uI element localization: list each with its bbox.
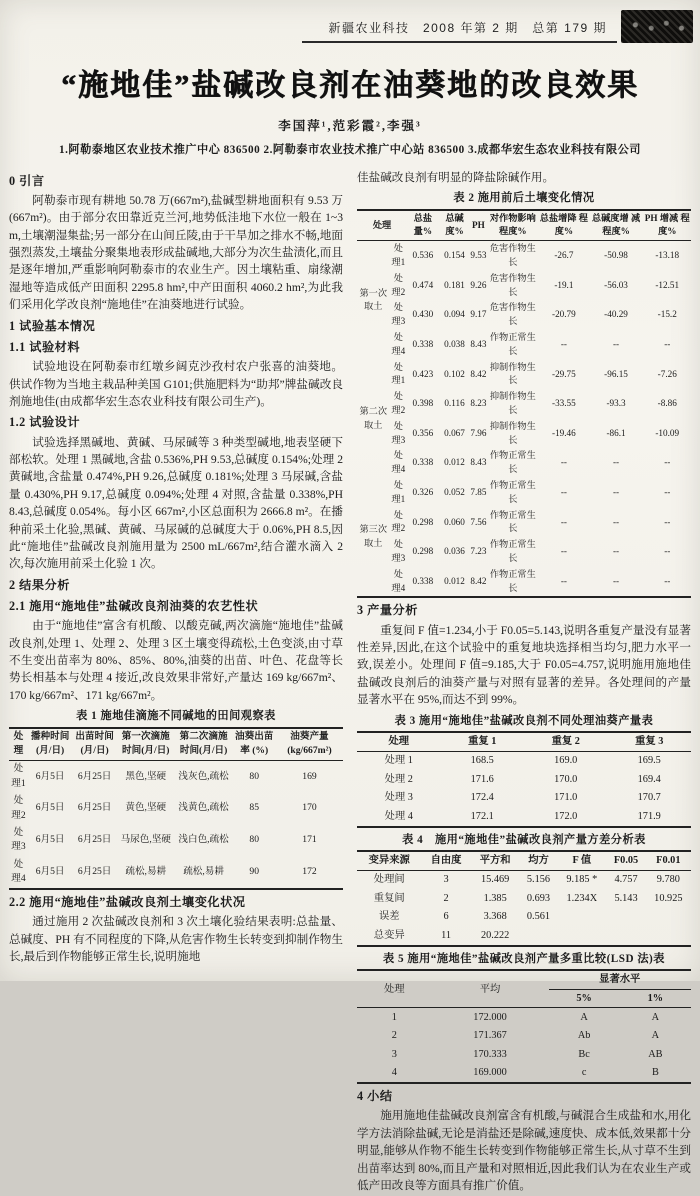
column-header: 显著水平 <box>549 970 691 989</box>
table-cell: 处理4 <box>390 448 407 478</box>
table-cell: 作物正常生长 <box>486 508 539 538</box>
table-row <box>357 751 691 770</box>
table-cell: -- <box>589 508 644 538</box>
masthead <box>0 0 700 43</box>
row-group-label: 第三次 取土 <box>357 478 390 597</box>
section-heading-1-1: 1.1 试验材料 <box>9 338 343 356</box>
table-row <box>357 567 691 598</box>
table-row <box>9 793 343 825</box>
table2-title: 表 2 施用前后土壤变化情况 <box>357 190 691 207</box>
table-cell: 172.4 <box>441 789 525 807</box>
table-cell: 作物正常生长 <box>486 448 539 478</box>
table-cell: 10.925 <box>646 889 691 907</box>
table-cell: -- <box>589 330 644 360</box>
journal-logo-badge <box>621 10 693 43</box>
table-cell: 0.423 <box>407 360 439 390</box>
table-cell: 0.094 <box>439 300 471 330</box>
table-row <box>9 760 343 792</box>
section-heading-1: 1 试验基本情况 <box>9 317 343 335</box>
table-cell: 6月25日 <box>72 824 117 856</box>
table-cell: 3 <box>421 870 470 889</box>
table-cell: 处理 4 <box>357 807 441 826</box>
table-cell: 0.338 <box>407 330 439 360</box>
column-header: 处理 <box>357 210 407 241</box>
table-cell: 172 <box>276 856 343 889</box>
column-header: 1% <box>620 989 691 1007</box>
table-header-row <box>357 851 691 870</box>
table-cell: 4 <box>357 1064 432 1083</box>
table-cell: 疏松,易耕 <box>175 856 233 889</box>
table-cell: 0.398 <box>407 389 439 419</box>
table-header-row <box>9 728 343 760</box>
table-cell: 8.42 <box>470 567 486 598</box>
table-cell: 169.4 <box>608 770 692 788</box>
table-cell: -96.15 <box>589 360 644 390</box>
table-cell: 0.356 <box>407 419 439 449</box>
paragraph-intro: 阿勒泰市现有耕地 50.78 万(667m²),盐碱型耕地面积有 9.53 万(667m²)。由于部分农田靠近克兰河,地势低洼地下水位一般在 1~3 m,土壤潮湿集盐;另一部分在山间丘陵,由于干旱加之排水不畅,地面强烈蒸发,土壤盐分聚集地表形成盐碱地,大部分为次生盐渍化,而且是逐年增加,严重影响阿勒泰市的农业生产。因土壤粘重、扇缘潮湿地等造成低产田面积 2295.8 hm²,中产田面积 4060.2 hm²,为此我们采用化学改良剂“施地佳”在油葵地进行试验。 <box>9 192 343 314</box>
table-cell: 80 <box>233 824 276 856</box>
table-row <box>357 807 691 826</box>
table-cell: 6月25日 <box>72 793 117 825</box>
table-cell: 0.116 <box>439 389 471 419</box>
table-cell: 0.060 <box>439 508 471 538</box>
table-cell: 8.23 <box>470 389 486 419</box>
table4-anova <box>357 850 691 946</box>
table-cell: -- <box>644 448 692 478</box>
table3-title: 表 3 施用“施地佳”盐碱改良剂不同处理油葵产量表 <box>357 713 691 730</box>
table-cell: 9.780 <box>646 870 691 889</box>
table-cell: -56.03 <box>589 271 644 301</box>
table-cell: 6月5日 <box>28 856 73 889</box>
column-header: 平方和 <box>471 851 520 870</box>
table-cell: -19.46 <box>539 419 588 449</box>
table-cell: -13.18 <box>644 241 692 271</box>
table-cell: A <box>549 1008 620 1027</box>
table-cell: 危害作物生长 <box>486 300 539 330</box>
table-cell: 2 <box>357 1027 432 1045</box>
table-cell: -33.55 <box>539 389 588 419</box>
table-row <box>357 478 691 508</box>
table-cell: Bc <box>549 1045 620 1063</box>
table-cell: 处理4 <box>390 567 407 598</box>
table-cell: 1.385 <box>471 889 520 907</box>
column-header: 5% <box>549 989 620 1007</box>
table-cell: 处理2 <box>390 271 407 301</box>
column-header: 均方 <box>520 851 558 870</box>
table-cell: 169.000 <box>432 1064 549 1083</box>
column-header: 重复 2 <box>524 732 608 751</box>
table-cell <box>557 926 606 945</box>
section-heading-4: 4 小结 <box>357 1087 691 1105</box>
table-cell: -86.1 <box>589 419 644 449</box>
table-cell: -- <box>644 537 692 567</box>
paragraph-soil-change-continued: 佳盐碱改良剂有明显的降盐除碱作用。 <box>357 169 691 186</box>
table-row <box>357 926 691 945</box>
table-cell: 8.42 <box>470 360 486 390</box>
table-cell: A <box>620 1008 691 1027</box>
table-cell: 处理 1 <box>357 751 441 770</box>
table-cell: 处理2 <box>390 389 407 419</box>
table-cell: -50.98 <box>589 241 644 271</box>
table-row <box>357 448 691 478</box>
table-cell: 170 <box>276 793 343 825</box>
table-cell: 1.234X <box>557 889 606 907</box>
section-heading-2: 2 结果分析 <box>9 576 343 594</box>
paragraph-agronomic-traits: 由于“施地佳”富含有机酸、以酸克碱,两次滴施“施地佳”盐碱改良剂,处理 1、处理 2、处理 3 区土壤变得疏松,土色变淡,由寸草不生变出苗率为 80%、85%、80%,油葵的出苗、叶色、花盘等长势长相基本与处理 4 接近,改良效果非常好,产量达 169 kg/667m²、170 kg/667m²、171 kg/667m²。 <box>9 617 343 704</box>
table-header-row <box>357 970 691 989</box>
table-cell: -- <box>644 478 692 508</box>
table-cell: -- <box>644 567 692 598</box>
left-column <box>9 169 343 1196</box>
table-cell: -- <box>644 508 692 538</box>
paragraph-design: 试验选择黑碱地、黄碱、马尿碱等 3 种类型碱地,地表坚硬下部松软。处理 1 黑碱地,含盐 0.536%,PH 9.53,总碱度 0.154%;处理 2 黄碱地,含盐量 0.474%,PH 9.26,总碱度 0.181%;处理 3 马尿碱,含盐量 0.430%,PH 9.17,总碱度 0.094%;处理 4 对照,含盐量 0.338%,PH 8.43,总碱度 0.054%。每小区 667m²,小区总面积为 2666.8 m²。在播种前采土化验,黑碱、黄碱、马尿碱的总碱度大于 0.06%,PH 8.5,因此“施地佳”盐碱改良剂施用量为 2500 mL/667m²,结合灌水滴入 2 次,每次施用前采土化验 1 次。 <box>9 434 343 573</box>
authors-line: 李国萍¹,范彩霞²,李强³ <box>0 116 700 134</box>
table-cell: 0.326 <box>407 478 439 508</box>
table-cell: 168.5 <box>441 751 525 770</box>
table-cell: 3 <box>357 1045 432 1063</box>
table-cell: 0.181 <box>439 271 471 301</box>
section-heading-2-1: 2.1 施用“施地佳”盐碱改良剂油葵的农艺性状 <box>9 597 343 615</box>
table-cell: 处理 2 <box>357 770 441 788</box>
table-cell: -- <box>539 537 588 567</box>
table1-field-observation <box>9 727 343 890</box>
table-cell: 处理3 <box>9 824 28 856</box>
table-cell: 处理1 <box>390 360 407 390</box>
table-cell: 0.561 <box>520 908 558 926</box>
table-cell: 0.036 <box>439 537 471 567</box>
table-cell: 169.5 <box>608 751 692 770</box>
table-cell: 1 <box>357 1008 432 1027</box>
table-row <box>357 789 691 807</box>
table-row <box>357 419 691 449</box>
table-cell: 抑制作物生长 <box>486 360 539 390</box>
table-cell: 0.338 <box>407 567 439 598</box>
table-cell: 3.368 <box>471 908 520 926</box>
table-cell: 172.0 <box>524 807 608 826</box>
table-cell: 6 <box>421 908 470 926</box>
table5-title: 表 5 施用“施地佳”盐碱改良剂产量多重比较(LSD 法)表 <box>357 951 691 968</box>
table-cell: 7.85 <box>470 478 486 508</box>
column-header: 变异来源 <box>357 851 421 870</box>
table-cell: 6月25日 <box>72 760 117 792</box>
table-cell: 处理3 <box>390 300 407 330</box>
table-row <box>357 508 691 538</box>
table-cell: 处理2 <box>390 508 407 538</box>
column-header: 平均 <box>432 970 549 1007</box>
table-cell: 0.338 <box>407 448 439 478</box>
table-cell: B <box>620 1064 691 1083</box>
table-cell: 0.012 <box>439 567 471 598</box>
column-header: 出苗时间 (月/日) <box>72 728 117 760</box>
column-header: 第二次滴施时间(月/日) <box>175 728 233 760</box>
table-cell: 171.367 <box>432 1027 549 1045</box>
table3-yield-by-treatment <box>357 731 691 827</box>
table-cell: 20.222 <box>471 926 520 945</box>
column-header: 总碱 度% <box>439 210 471 241</box>
table-cell: 90 <box>233 856 276 889</box>
table-cell: 作物正常生长 <box>486 330 539 360</box>
table-cell: 浅黄色,疏松 <box>175 793 233 825</box>
column-header: 播种时间 (月/日) <box>28 728 73 760</box>
table-row <box>357 271 691 301</box>
column-header: 总碱度增 减程度% <box>589 210 644 241</box>
table-cell: -- <box>539 567 588 598</box>
table-cell: 黑色,坚硬 <box>117 760 175 792</box>
table-cell: 170.7 <box>608 789 692 807</box>
table-row <box>9 824 343 856</box>
table-cell: 0.430 <box>407 300 439 330</box>
table-cell: 浅白色,疏松 <box>175 824 233 856</box>
table-cell <box>520 926 558 945</box>
column-header: F0.05 <box>606 851 645 870</box>
table-cell: 处理间 <box>357 870 421 889</box>
affiliations-line: 1.阿勒泰地区农业技术推广中心 836500 2.阿勒泰市农业技术推广中心站 836500 3.成都华宏生态农业科技有限公司 <box>0 141 700 157</box>
column-header: PH <box>470 210 486 241</box>
table-cell: 170.0 <box>524 770 608 788</box>
table-cell: 80 <box>233 760 276 792</box>
table-cell: 171.9 <box>608 807 692 826</box>
table-cell: 6月25日 <box>72 856 117 889</box>
column-header: F 值 <box>557 851 606 870</box>
table-cell: 危害作物生长 <box>486 271 539 301</box>
table-cell: 0.012 <box>439 448 471 478</box>
table-cell: 171.6 <box>441 770 525 788</box>
table-row <box>9 856 343 889</box>
table-cell: 7.23 <box>470 537 486 567</box>
table-cell <box>606 926 645 945</box>
table-cell: 6月5日 <box>28 793 73 825</box>
table-cell: 作物正常生长 <box>486 478 539 508</box>
table-cell: -- <box>539 330 588 360</box>
table-cell: AB <box>620 1045 691 1063</box>
column-header: 重复 3 <box>608 732 692 751</box>
table-cell: -- <box>539 448 588 478</box>
table-row <box>357 300 691 330</box>
table-cell: -- <box>589 478 644 508</box>
table-cell: 浅灰色,疏松 <box>175 760 233 792</box>
paragraph-materials: 试验地设在阿勒泰市红墩乡阔克沙孜村农户张喜的油葵地。供试作物为当地主栽品种美国 G101;供施肥料为“助邦”牌盐碱改良剂施地佳(由成都华宏生态农业科技有限公司生产)。 <box>9 358 343 410</box>
table-header-row <box>357 732 691 751</box>
table-row <box>357 330 691 360</box>
table-cell: -29.75 <box>539 360 588 390</box>
table-cell: 9.53 <box>470 241 486 271</box>
table-cell: -15.2 <box>644 300 692 330</box>
table-cell: 0.298 <box>407 537 439 567</box>
table-cell: 马尿色,坚硬 <box>117 824 175 856</box>
table-cell: 8.43 <box>470 448 486 478</box>
table-row <box>357 770 691 788</box>
table-cell <box>606 908 645 926</box>
column-header: 总盐增降 程度% <box>539 210 588 241</box>
column-header: 第一次滴施时间(月/日) <box>117 728 175 760</box>
column-header: 处理 <box>357 732 441 751</box>
row-group-label: 第二次 取土 <box>357 360 390 478</box>
section-heading-2-2: 2.2 施用“施地佳”盐碱改良剂土壤变化状况 <box>9 893 343 911</box>
column-header: PH 增减 程度% <box>644 210 692 241</box>
table-cell: A <box>620 1027 691 1045</box>
table-row <box>357 1008 691 1027</box>
table-row <box>357 389 691 419</box>
table5-lsd-comparison <box>357 969 691 1084</box>
table-cell: -40.29 <box>589 300 644 330</box>
table-cell: 169 <box>276 760 343 792</box>
two-column-body <box>0 157 700 1196</box>
section-heading-intro: 0 引言 <box>9 172 343 190</box>
table-cell: 11 <box>421 926 470 945</box>
table-cell: -19.1 <box>539 271 588 301</box>
table-row <box>357 360 691 390</box>
table-row <box>357 1064 691 1083</box>
table-cell: -12.51 <box>644 271 692 301</box>
table-cell: -- <box>539 478 588 508</box>
table-cell: 4.757 <box>606 870 645 889</box>
table-row <box>357 870 691 889</box>
column-header: F0.01 <box>646 851 691 870</box>
table-cell: 处理4 <box>9 856 28 889</box>
table-row <box>357 908 691 926</box>
table-cell: 171.0 <box>524 789 608 807</box>
table-cell: 总变异 <box>357 926 421 945</box>
table-cell: 处理3 <box>390 537 407 567</box>
table-row <box>357 241 691 271</box>
table-cell: 处理 3 <box>357 789 441 807</box>
section-heading-1-2: 1.2 试验设计 <box>9 413 343 431</box>
table-cell: -- <box>589 448 644 478</box>
table-cell: 171 <box>276 824 343 856</box>
table-cell: 重复间 <box>357 889 421 907</box>
column-header: 总盐 量% <box>407 210 439 241</box>
paragraph-soil-change: 通过施用 2 次盐碱改良剂和 3 次土壤化验结果表明:总盐量、总碱度、PH 有不同程度的下降,从危害作物生长转变到抑制作物生长,最后到作物能够正常生长,说明施地 <box>9 913 343 965</box>
table-cell <box>646 926 691 945</box>
table-cell: -- <box>644 330 692 360</box>
table-header-row <box>357 210 691 241</box>
table-cell: -- <box>539 508 588 538</box>
table-cell: 处理1 <box>9 760 28 792</box>
table-cell: 作物正常生长 <box>486 537 539 567</box>
table-cell: -26.7 <box>539 241 588 271</box>
table-cell: 9.26 <box>470 271 486 301</box>
column-header: 自由度 <box>421 851 470 870</box>
table-row <box>357 1045 691 1063</box>
table-cell: 误差 <box>357 908 421 926</box>
table-cell: -93.3 <box>589 389 644 419</box>
table-cell: 0.536 <box>407 241 439 271</box>
table-cell: 6月5日 <box>28 824 73 856</box>
table-cell: -10.09 <box>644 419 692 449</box>
table2-soil-before-after <box>357 209 691 599</box>
table-row <box>357 889 691 907</box>
column-header: 油葵出苗率 (%) <box>233 728 276 760</box>
table-cell: 0.067 <box>439 419 471 449</box>
table-cell: 9.17 <box>470 300 486 330</box>
table-cell: -7.26 <box>644 360 692 390</box>
table-cell: 处理4 <box>390 330 407 360</box>
table-cell: 170.333 <box>432 1045 549 1063</box>
table-cell: 7.56 <box>470 508 486 538</box>
table-cell: 抑制作物生长 <box>486 389 539 419</box>
table-cell: 0.154 <box>439 241 471 271</box>
table-cell: 处理1 <box>390 478 407 508</box>
table-cell: 危害作物生长 <box>486 241 539 271</box>
paper-title: “施地佳”盐碱改良剂在油葵地的改良效果 <box>10 69 690 104</box>
table-cell: 6月5日 <box>28 760 73 792</box>
table-cell: 15.469 <box>471 870 520 889</box>
table-cell: c <box>549 1064 620 1083</box>
table-cell: -20.79 <box>539 300 588 330</box>
table-cell: 2 <box>421 889 470 907</box>
table-cell: 172.1 <box>441 807 525 826</box>
table-cell: -- <box>589 537 644 567</box>
table-cell: 169.0 <box>524 751 608 770</box>
table-cell <box>557 908 606 926</box>
table-cell: Ab <box>549 1027 620 1045</box>
table-cell: 0.038 <box>439 330 471 360</box>
table-cell: 处理1 <box>390 241 407 271</box>
table-row <box>357 1027 691 1045</box>
row-group-label: 第一次 取土 <box>357 241 390 360</box>
table-cell: 0.693 <box>520 889 558 907</box>
table-cell: 85 <box>233 793 276 825</box>
table-cell: 9.185 * <box>557 870 606 889</box>
table-cell: -- <box>589 567 644 598</box>
table-cell: 7.96 <box>470 419 486 449</box>
table-cell: 5.143 <box>606 889 645 907</box>
table1-title: 表 1 施地佳滴施不同碱地的田间观察表 <box>9 708 343 725</box>
column-header: 油葵产量 (kg/667m²) <box>276 728 343 760</box>
column-header: 对作物影响 程度% <box>486 210 539 241</box>
table-cell: 疏松,易耕 <box>117 856 175 889</box>
table-cell: 0.298 <box>407 508 439 538</box>
table-cell: 172.000 <box>432 1008 549 1027</box>
table-cell: -8.86 <box>644 389 692 419</box>
table-cell: 0.102 <box>439 360 471 390</box>
table-cell: 黄色,坚硬 <box>117 793 175 825</box>
table-cell: 抑制作物生长 <box>486 419 539 449</box>
column-header: 处理 <box>9 728 28 760</box>
table-cell: 0.052 <box>439 478 471 508</box>
column-header: 处理 <box>357 970 432 1007</box>
journal-issue-line: 新疆农业科技 2008 年第 2 期 总第 179 期 <box>302 19 617 43</box>
table-cell: 作物正常生长 <box>486 567 539 598</box>
table-cell <box>646 908 691 926</box>
table4-title: 表 4 施用“施地佳”盐碱改良剂产量方差分析表 <box>357 832 691 849</box>
table-cell: 8.43 <box>470 330 486 360</box>
paragraph-summary: 施用施地佳盐碱改良剂富含有机酸,与碱混合生成盐和水,用化学方法消除盐碱,无论是消盐还是除碱,速度快、成本低,效果都十分明显,能够从作物不能生长转变到作物能够正常生长,从寸草不生到出苗率达到 80%,而且产量和对照相近,因此我们认为在农业生产或低产田改良等方面具有推广价值。 <box>357 1107 691 1194</box>
table-cell: 处理2 <box>9 793 28 825</box>
table-row <box>357 537 691 567</box>
table-cell: 5.156 <box>520 870 558 889</box>
right-column <box>357 169 691 1196</box>
column-header: 重复 1 <box>441 732 525 751</box>
table-cell: 0.474 <box>407 271 439 301</box>
paragraph-yield-analysis: 重复间 F 值=1.234,小于 F0.05=5.143,说明各重复产量没有显著性差异,因此,在这个试验中的重复地块选择相当均匀,肥力水平一致,误差小。处理间 F 值=9.185,大于 F0.05=4.757,说明施用施地佳盐碱改良剂后的油葵产量与对照有显著的差异。各处理间的产量显著水平在 95%,而达不到 99%。 <box>357 622 691 709</box>
table-cell: 处理3 <box>390 419 407 449</box>
section-heading-3: 3 产量分析 <box>357 601 691 619</box>
